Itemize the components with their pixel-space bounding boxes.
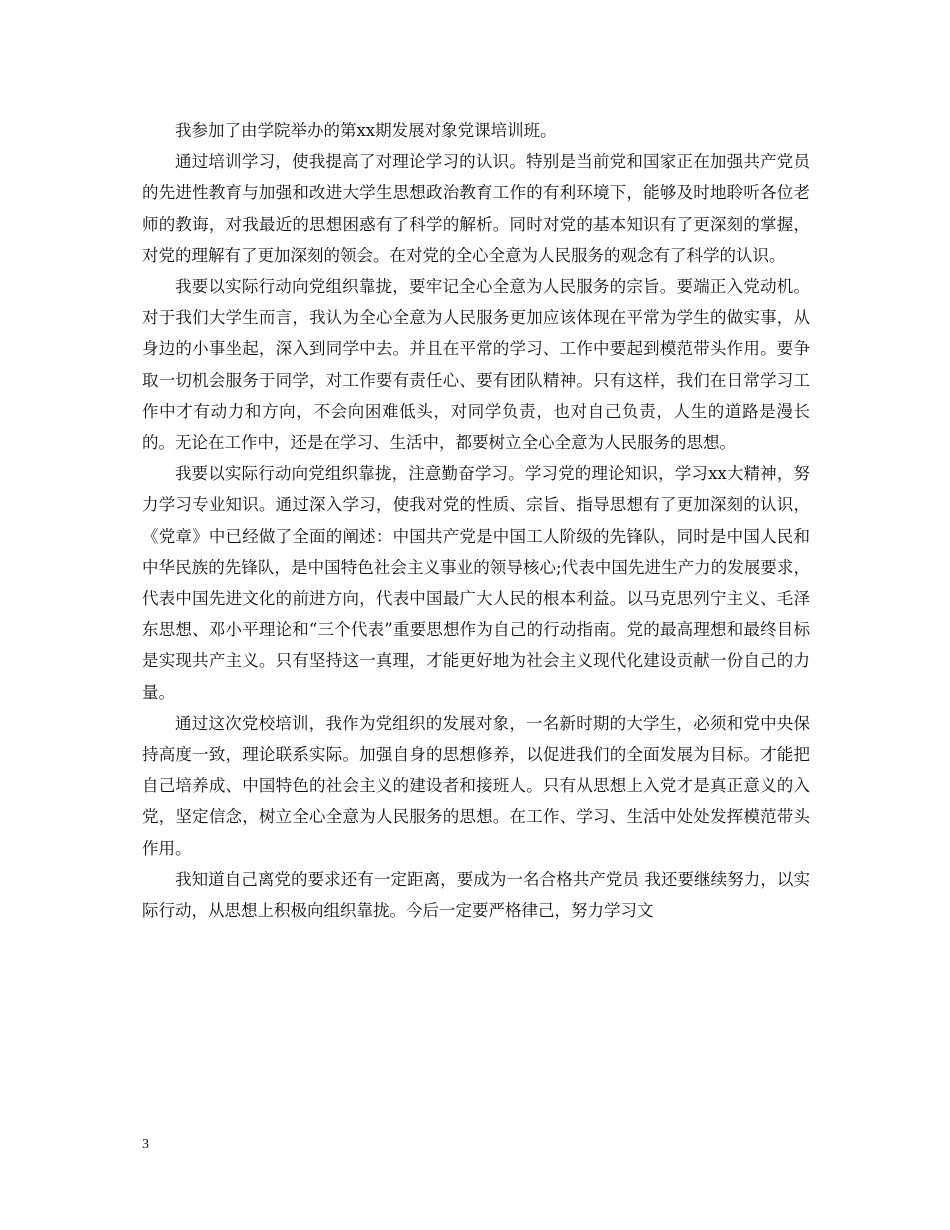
paragraph-1: 我参加了由学院举办的第xx期发展对象党课培训班。	[175, 121, 557, 140]
paragraph-6: 我知道自己离党的要求还有一定距离，要成为一名合格共产党员 我还要继续努力，以实际行动，从思想上积极向组织靠拢。今后一定要严格律己，努力学习文	[142, 869, 810, 921]
page-number: 3	[142, 1137, 149, 1152]
paragraph-2: 通过培训学习，使我提高了对理论学习的认识。特别是当前党和国家正在加强共产党员的先进性教育与加强和改进大学生思想政治教育工作的有利环境下，能够及时地聆听各位老师的教诲，对我最近的思想困惑有了科学的解析。同时对党的基本知识有了更深刻的掌握，对党的理解有了更加深刻的领会。在对党的全心全意为人民服务的观念有了科学的认识。	[142, 152, 810, 265]
paragraph-3: 我要以实际行动向党组织靠拢，要牢记全心全意为人民服务的宗旨。要端正入党动机。对于我们大学生而言，我认为全心全意为人民服务更加应该体现在平常为学生的做实事，从身边的小事坐起，深入到同学中去。并且在平常的学习、工作中要起到模范带头作用。要争取一切机会服务于同学，对工作要有责任心、要有团队精神。只有这样，我们在日常学习工作中才有动力和方向，不会向困难低头，对同学负责，也对自己负责，人生的道路是漫长的。无论在工作中，还是在学习、生活中，都要树立全心全意为人民服务的思想。	[142, 277, 810, 453]
paragraph-5: 通过这次党校培训，我作为党组织的发展对象，一名新时期的大学生，必须和党中央保持高度一致，理论联系实际。加强自身的思想修养，以促进我们的全面发展为目标。才能把自己培养成、中国特色的社会主义的建设者和接班人。只有从思想上入党才是真正意义的入党，坚定信念，树立全心全意为人民服务的思想。在工作、学习、生活中处处发挥模范带头作用。	[142, 713, 810, 858]
paragraph-4: 我要以实际行动向党组织靠拢，注意勤奋学习。学习党的理论知识，学习xx大精神，努力学习专业知识。通过深入学习，使我对党的性质、宗旨、指导思想有了更加深刻的认识，《党章》中已经做了全面的阐述：中国共产党是中国工人阶级的先锋队，同时是中国人民和中华民族的先锋队，是中国特色社会主义事业的领导核心;代表中国先进生产力的发展要求，代表中国先进文化的前进方向，代表中国最广大人民的根本利益。以马克思列宁主义、毛泽东思想、邓小平理论和“三个代表”重要思想作为自己的行动指南。党的最高理想和最终目标是实现共产主义。只有坚持这一真理，才能更好地为社会主义现代化建设贡献一份自己的力量。	[142, 464, 810, 702]
document-body	[142, 115, 810, 926]
